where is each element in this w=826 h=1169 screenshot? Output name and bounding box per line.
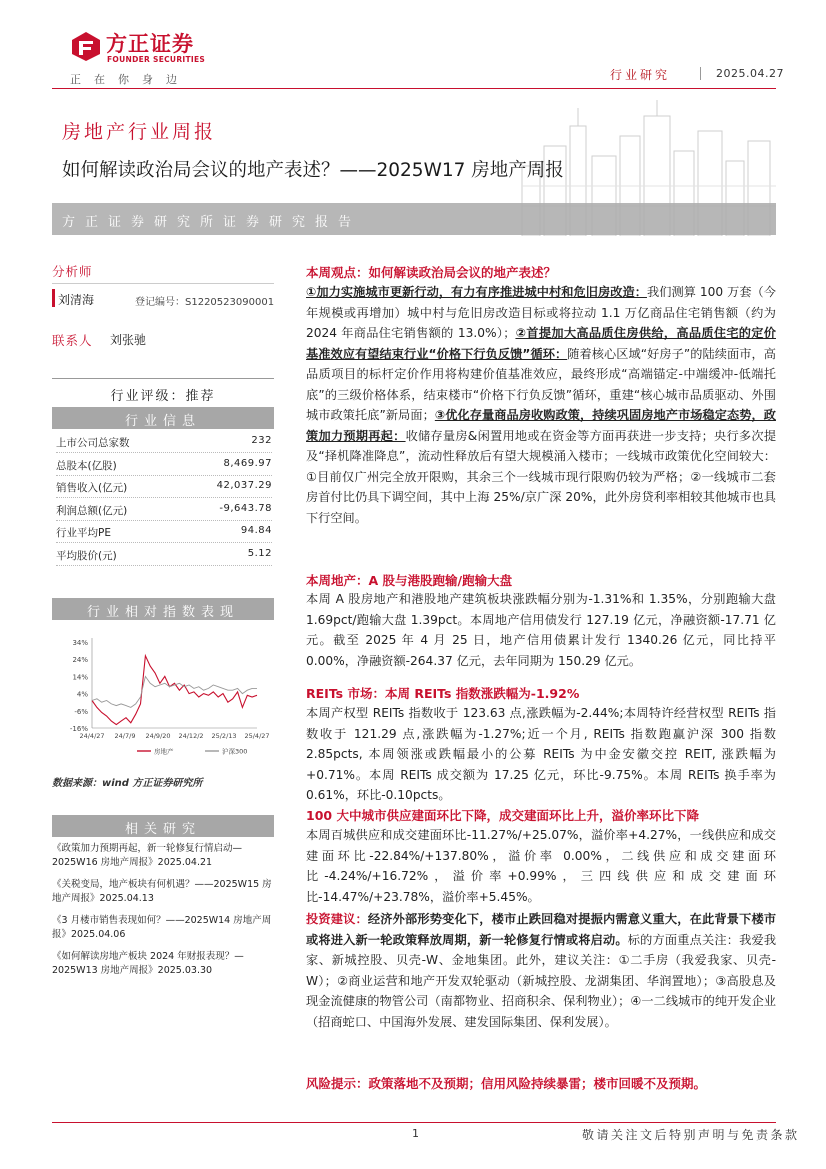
industry-info-label: 销售收入(亿元) [56,482,128,494]
industry-info-heading: 行业信息 [52,407,274,429]
analyst-divider [52,283,274,284]
view-point-3-text: 收储存量房&闲置用地或在资金等方面再获进一步支持；央行多次提及“择机降准降息”，流动性释放后有望大规模涌入楼市；一线城市政策优化空间较大：①目前仅广州完全放开限购，其余三个一线城市现行限购仍较为严格；②一线城市二套房首付比仍具下调空间，其中上海 25%/京广深 20%，此外房贷利率相较其他城市也具下行空间。 [306,428,777,525]
industry-info-row [56,544,272,566]
reits-heading: REITs 市场：本周 REITs 指数涨跌幅为-1.92% [306,686,580,701]
brand-name-cn: 方正证券 [106,32,194,56]
industry-info-row [56,454,272,476]
industry-info-value: 42,037.29 [216,480,272,491]
analyst-heading: 分析师 [52,264,93,279]
view-point-1: ①加力实施城市更新行动，有力有序推进城中村和危旧房改造： [306,285,647,299]
investment-advice-text: 标的方面重点关注：我爱我家、新城控股、贝壳-W、金地集团。此外，建议关注：①二手房（我爱我家、贝壳-W）；②商业运营和地产开发双轮驱动（新城控股、龙湖集团、华润置地）；③高股息及现金流健康的物管公司（南都物业、招商积余、保利物业）；④一二线城市的纯开发企业（招商蛇口、中国海外发展、建发国际集团、保利发展）。 [306,932,777,1029]
view-point-2-text: 随着核心区域“好房子”的陆续面市，高品质项目的标杆定价作用将构建价值基准效应，最终形成“高端锚定-中端缓冲-低端托底”的三级价格体系，结束楼市“价格下行负反馈”循环，重建“核心城市品质驱动、外围城市政策托底”新局面； [306,346,776,422]
industry-info-row [56,499,272,521]
header-separator [700,67,701,80]
company-logo [70,26,220,86]
weekly-view-heading: 本周观点：如何解读政治局会议的地产表述？ [306,265,557,280]
estate-paragraph: 本周 A 股房地产和港股地产建筑板块涨跌幅分别为-1.31%和 1.35%，分别跑输大盘 1.69pct/跑输大盘 1.39pct。本周地产信用债发行 127.19 亿元，净融资额-17.71 亿元。截至 2025 年 4 月 25 日，地产信用债累计发行 1340.26 亿元，同比持平 0.00%，净融资额-264.37 亿元，去年同期为 150.29 亿元。 [306,592,776,668]
x-tick-label: 25/4/27 [244,732,270,740]
y-tick-label: 14% [72,673,88,682]
y-tick-label: 4% [76,690,88,699]
x-tick-label: 25/2/13 [211,732,237,740]
page-number: 1 [412,1127,419,1140]
report-category: 房地产行业周报 [62,121,217,143]
industry-info-value: 232 [251,435,272,446]
estate-heading: 本周地产：A 股与港股跑输/跑输大盘 [306,573,513,588]
analyst-registration: 登记编号：S1220523090001 [135,297,275,308]
report-title: 如何解读政治局会议的地产表述？——2025W17 房地产周报 [62,160,564,181]
industry-info-label: 利润总额(亿元) [56,504,128,517]
risk-warning: 风险提示：政策落地不及预期；信用风险持续暴雷；楼市回暖不及预期。 [306,1076,707,1091]
industry-info-row [56,431,272,453]
related-report[interactable]: 《关税变局，地产板块有何机遇？——2025W15 房地产周报》2025.04.13 [52,879,272,904]
x-tick-label: 24/7/9 [114,732,136,740]
legend-label: 房地产 [154,747,174,756]
founder-logo-icon [70,30,102,62]
banner-strip-text: 方正证券研究所证券研究报告 [62,215,362,230]
y-tick-label: -16% [69,725,88,733]
y-tick-label: 24% [72,656,88,665]
industry-info-row [56,521,272,543]
index-performance-heading: 行业相对指数表现 [52,598,274,620]
industry-rating: 行业评级：推荐 [52,378,274,408]
relative-index-chart [52,620,274,770]
report-type: 行业研究 [610,68,671,82]
contact-heading: 联系人 [52,333,93,348]
footer-rule [52,1122,776,1123]
related-report[interactable]: 《3 月楼市销售表现如何？——2025W14 房地产周报》2025.04.06 [52,915,272,940]
x-tick-label: 24/12/2 [178,732,204,740]
reits-paragraph: 本周产权型 REITs 指数收于 123.63 点,涨跌幅为-2.44%;本周特许经营权型 REITs 指数收于 121.29 点,涨跌幅为-1.27%;近一个月, REITs 指数跑赢沪深 300 指数 2.85pcts, 本周领涨或跌幅最小的公募 REITs 为中金安徽交控 REIT, 涨跌幅为+0.71%。本周 REITs 成交额为 17.25 亿元，环比-9.75%。本周 REITs 换手率为 0.61%，环比-0.10pcts。 [306,706,776,802]
city-heading: 100 大中城市供应建面环比下降，成交建面环比上升，溢价率环比下降 [306,808,699,823]
industry-info-value: 5.12 [247,547,272,559]
x-tick-label: 24/4/27 [79,732,105,740]
investment-advice-bold: 经济外部形势变化下，楼市止跌回稳对提振内需意义重大，在此背景下楼市或将进入新一轮政策释放周期，新一轮修复行情或将启动。 [306,912,777,947]
header-rule [52,88,776,89]
series-line-1 [92,676,257,707]
view-point-2: ②首提加大高品质住房供给，高品质住宅的定价基准效应有望结束行业“价格下行负反馈”循环： [306,326,776,361]
banner-strip [52,203,776,235]
data-source-note: 数据来源：wind 方正证券研究所 [52,778,203,789]
related-report[interactable]: 《政策加力预期再起，新一轮修复行情启动—2025W16 房地产周报》2025.04.21 [52,843,243,868]
weekly-view-paragraph [306,282,776,528]
y-tick-label: -6% [74,707,88,716]
view-point-1-text: 我们测算 100 万套（今年规模或再增加）城中村与危旧房改造目标或将拉动 1.1 万亿商品住宅销售额（约为 2024 年商品住宅销售额的 13.0%）； [306,285,776,340]
investment-advice-paragraph [306,909,776,1032]
contact-name: 刘张驰 [110,333,147,347]
brand-name-en: FOUNDER SECURITIES [107,55,206,64]
industry-info-label: 上市公司总家数 [56,437,130,449]
report-date: 2025.04.27 [716,67,784,80]
legend-label: 沪深300 [222,747,248,756]
y-tick-label: 34% [72,639,88,647]
industry-info-label: 平均股价(元) [56,549,117,562]
city-paragraph: 本周百城供应和成交建面环比-11.27%/+25.07%，溢价率+4.27%，一线供应和成交建面环比-22.84%/+137.80%，溢价率 0.00%，二线供应和成交建面环比-4.24%/+16.72%，溢价率+0.99%，三四线供应和成交建面环比-14.47%/+23.78%，溢价率+5.45%。 [306,828,776,904]
industry-info-value: -9,643.78 [219,502,272,514]
related-report[interactable]: 《如何解读房地产板块 2024 年财报表现？—2025W13 房地产周报》2025.03.30 [52,951,244,976]
industry-info-label: 总股本(亿股) [56,459,117,472]
industry-info-value: 94.84 [240,525,272,536]
analyst-marker [52,289,55,307]
investment-advice-label: 投资建议： [306,912,368,926]
footer-disclaimer[interactable]: 敬请关注文后特别声明与免责条款 [582,1128,800,1142]
related-research-heading: 相关研究 [52,815,274,837]
industry-info-row [56,476,272,498]
analyst-name: 刘清海 [58,293,95,307]
brand-slogan: 正在你身边 [70,73,190,86]
relative-index-chart-svg [52,620,274,770]
x-tick-label: 24/9/20 [145,732,171,740]
view-point-3: ③优化存量商品房收购政策，持续巩固房地产市场稳定态势，政策加力预期再起： [306,408,776,443]
industry-info-label: 行业平均PE [56,527,111,539]
industry-info-value: 8,469.97 [223,457,272,469]
